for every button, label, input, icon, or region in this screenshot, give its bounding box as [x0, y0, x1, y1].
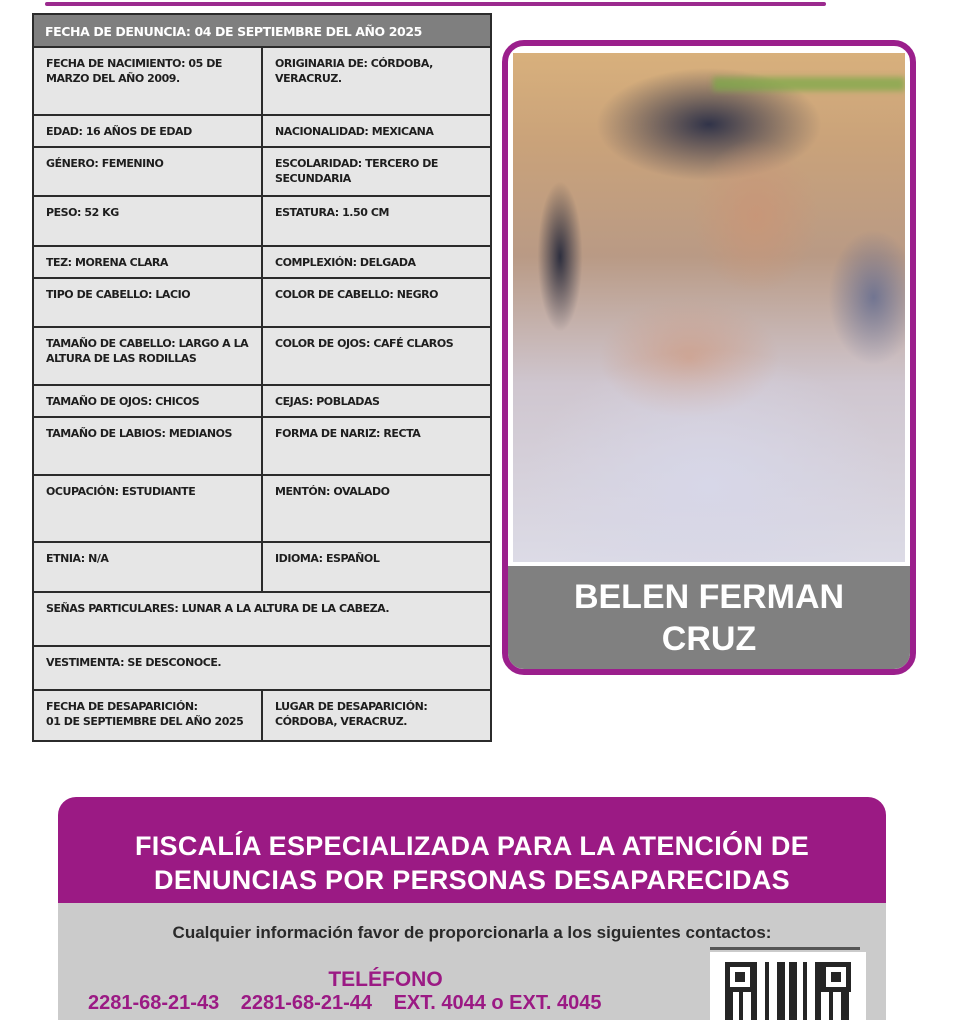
qr-code-pattern [725, 962, 851, 1020]
schooling-cell: ESCOLARIDAD: TERCERO DE SECUNDARIA [275, 157, 438, 185]
nationality-cell: NACIONALIDAD: MEXICANA [275, 125, 434, 138]
disappearance-place-value: CÓRDOBA, VERACRUZ. [275, 715, 408, 728]
complexion-tone-cell: TEZ: MORENA CLARA [34, 247, 263, 277]
eye-size-cell: TAMAÑO DE OJOS: CHICOS [34, 386, 263, 416]
qr-finder-icon [725, 962, 755, 992]
nose-shape-cell: FORMA DE NARIZ: RECTA [275, 427, 421, 440]
distinguishing-marks-cell: SEÑAS PARTICULARES: LUNAR A LA ALTURA DE LA CABEZA. [46, 602, 390, 615]
disappearance-date-label: FECHA DE DESAPARICIÓN: [46, 700, 198, 713]
occupation-cell: OCUPACIÓN: ESTUDIANTE [34, 476, 263, 541]
hair-length-cell: TAMAÑO DE CABELLO: LARGO A LA ALTURA DE LAS RODILLAS [34, 328, 263, 384]
photo-background-detail [713, 77, 905, 91]
person-name-line1: BELEN FERMAN [573, 578, 845, 616]
agency-title-line1: FISCALÍA ESPECIALIZADA PARA LA ATENCIÓN DE [134, 831, 810, 861]
birth-date-cell: FECHA DE NACIMIENTO: 05 DE MARZO DEL AÑO 2009. [34, 48, 263, 114]
portrait-photo [513, 53, 905, 562]
person-name-panel [508, 566, 910, 669]
ethnicity-cell: ETNIA: N/A [34, 543, 263, 591]
table-row [34, 247, 490, 279]
height-cell: ESTATURA: 1.50 CM [275, 206, 389, 219]
phone-extensions: EXT. 4044 o EXT. 4045 [393, 992, 602, 1014]
age-cell: EDAD: 16 AÑOS DE EDAD [34, 116, 263, 146]
chin-cell: MENTÓN: OVALADO [275, 485, 390, 498]
table-row [34, 691, 490, 740]
phone-number-2[interactable]: 2281-68-21-44 [240, 992, 372, 1014]
eyebrows-cell: CEJAS: POBLADAS [275, 395, 380, 408]
table-row [34, 48, 490, 116]
top-purple-rule [45, 2, 826, 6]
disappearance-place-cell [263, 691, 490, 740]
photo-frame [502, 40, 916, 675]
hair-color-cell: COLOR DE CABELLO: NEGRO [275, 288, 439, 301]
table-row [34, 593, 490, 647]
table-row [34, 543, 490, 593]
report-date-header: FECHA DE DENUNCIA: 04 DE SEPTIEMBRE DEL AÑO 2025 [34, 15, 490, 48]
person-name-line2: CRUZ [661, 620, 757, 658]
contact-prompt: Cualquier información favor de proporcionarla a los siguientes contactos: [172, 923, 772, 942]
disappearance-place-label: LUGAR DE DESAPARICIÓN: [275, 700, 428, 713]
build-cell: COMPLEXIÓN: DELGADA [275, 256, 416, 269]
table-row [34, 386, 490, 418]
contact-section [58, 903, 886, 1020]
origin-cell: ORIGINARIA DE: CÓRDOBA, VERACRUZ. [275, 57, 433, 85]
phone-numbers [88, 992, 617, 1015]
table-row [34, 418, 490, 476]
disappearance-date-value: 01 DE SEPTIEMBRE DEL AÑO 2025 [46, 715, 244, 728]
weight-cell: PESO: 52 KG [34, 197, 263, 245]
agency-title-banner [58, 797, 886, 903]
table-row [34, 279, 490, 328]
phone-number-1[interactable]: 2281-68-21-43 [88, 992, 220, 1014]
language-cell: IDIOMA: ESPAÑOL [275, 552, 380, 565]
info-table [32, 13, 492, 742]
qr-finder-icon [821, 962, 851, 992]
eye-color-cell: COLOR DE OJOS: CAFÉ CLAROS [275, 337, 454, 350]
agency-title-line2: DENUNCIAS POR PERSONAS DESAPARECIDAS [154, 865, 790, 895]
table-row [34, 197, 490, 247]
clothing-cell: VESTIMENTA: SE DESCONOCE. [46, 656, 222, 669]
table-row [34, 148, 490, 197]
table-row [34, 328, 490, 386]
lip-size-cell: TAMAÑO DE LABIOS: MEDIANOS [34, 418, 263, 474]
phone-label: TELÉFONO [328, 968, 443, 991]
qr-code-icon[interactable] [710, 952, 866, 1020]
disappearance-date-cell [34, 691, 263, 740]
table-row [34, 476, 490, 543]
table-row [34, 647, 490, 691]
gender-cell: GÉNERO: FEMENINO [34, 148, 263, 195]
table-row [34, 116, 490, 148]
contact-divider [710, 947, 860, 950]
hair-type-cell: TIPO DE CABELLO: LACIO [34, 279, 263, 326]
